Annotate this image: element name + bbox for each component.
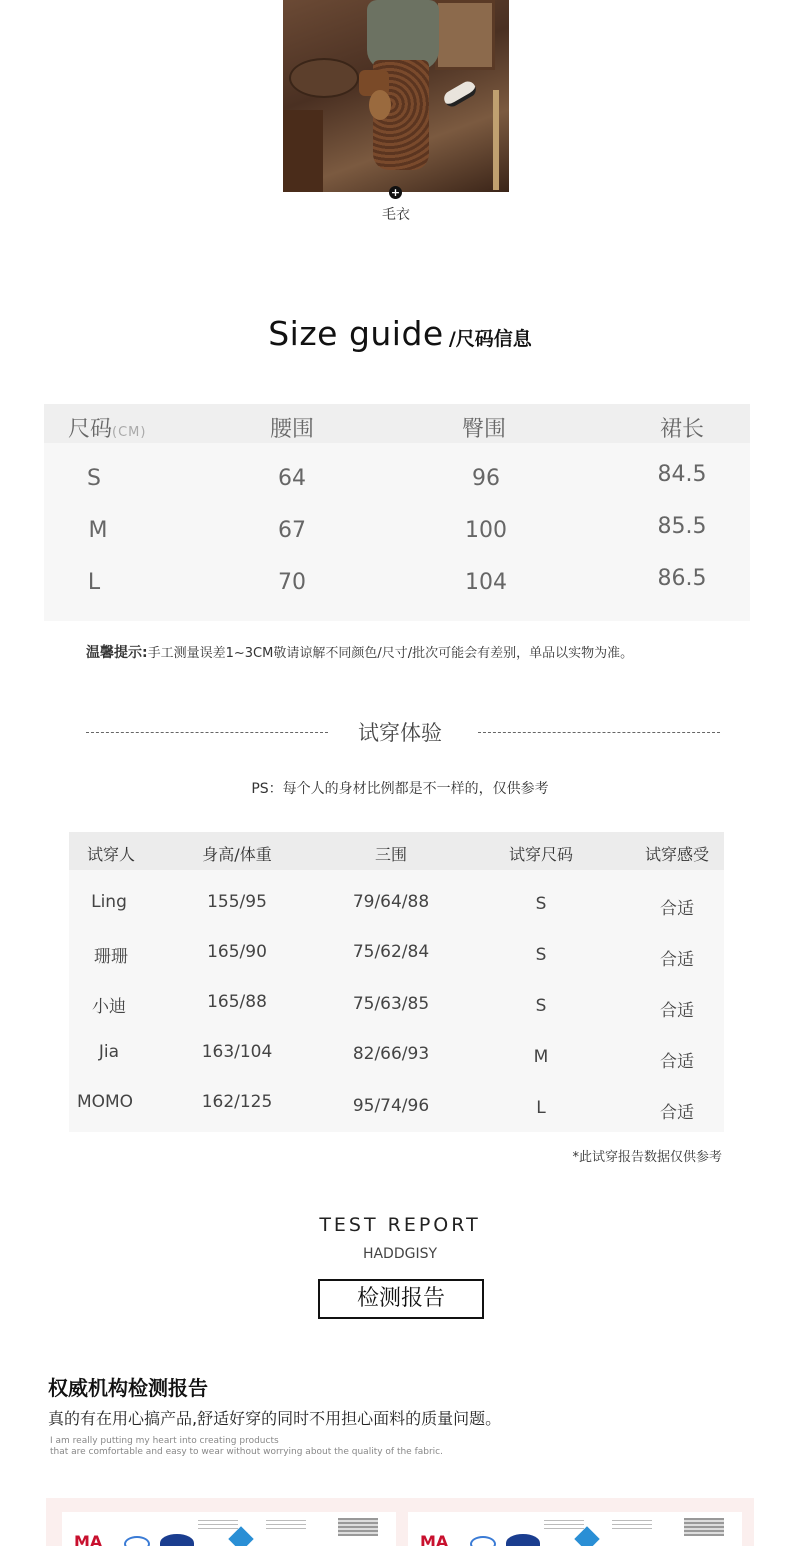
try-row-1-feeling: 合适 bbox=[660, 950, 694, 970]
size-row-1-size: M bbox=[88, 518, 108, 543]
size-row-0-waist: 64 bbox=[278, 466, 306, 491]
try-row-4-height-weight: 162/125 bbox=[201, 1092, 273, 1112]
size-header-waist: 腰围 bbox=[269, 417, 314, 442]
size-guide-title-cn: /尺码信息 bbox=[448, 328, 532, 350]
size-header-size: 尺码(CM) bbox=[68, 417, 147, 442]
try-row-1-measurements: 75/62/84 bbox=[352, 942, 430, 962]
product-photo bbox=[283, 0, 509, 192]
plus-icon[interactable]: + bbox=[390, 186, 401, 199]
try-on-title: 试穿体验 bbox=[358, 721, 442, 745]
authority-english bbox=[50, 1436, 443, 1458]
certificate-left[interactable] bbox=[62, 1512, 396, 1546]
size-row-2-size: L bbox=[87, 570, 101, 595]
cma-mark: MA bbox=[420, 1532, 449, 1546]
try-row-2-feeling: 合适 bbox=[660, 1001, 694, 1021]
try-row-1-height-weight: 165/90 bbox=[207, 942, 267, 962]
authority-title: 权威机构检测报告 bbox=[48, 1376, 208, 1400]
test-report-brand: HADDGISY bbox=[362, 1246, 438, 1262]
try-row-3-measurements: 82/66/93 bbox=[352, 1044, 430, 1064]
cert-logo-2-icon bbox=[506, 1534, 540, 1546]
photo-lamp bbox=[493, 90, 499, 190]
size-row-0-length: 84.5 bbox=[657, 462, 707, 487]
photo-sneaker bbox=[441, 79, 478, 110]
tip-text: 手工测量误差1~3CM敬请谅解不同颜色/尺寸/批次可能会有差别，单品以实物为准。 bbox=[147, 646, 634, 661]
photo-caption: 毛衣 bbox=[382, 207, 410, 223]
size-unit: (CM) bbox=[112, 425, 147, 440]
photo-table bbox=[289, 58, 359, 98]
size-row-2-length: 86.5 bbox=[657, 566, 707, 591]
authority-subtitle: 真的有在用心搞产品,舒适好穿的同时不用担心面料的质量问题。 bbox=[48, 1409, 502, 1428]
try-row-0-feeling: 合适 bbox=[660, 899, 694, 919]
try-row-2-person: 小迪 bbox=[92, 997, 126, 1017]
cert-fine-print bbox=[198, 1520, 238, 1532]
size-guide-title-en: Size guide bbox=[268, 314, 444, 353]
size-row-2-hip: 104 bbox=[465, 570, 507, 595]
divider-right bbox=[478, 732, 720, 733]
cert-fine-print bbox=[266, 1520, 306, 1532]
try-row-3-person: Jia bbox=[98, 1042, 120, 1062]
try-on-ps: PS：每个人的身材比例都是不一样的，仅供参考 bbox=[251, 781, 549, 797]
divider-left bbox=[86, 732, 328, 733]
size-row-1-length: 85.5 bbox=[657, 514, 707, 539]
tip-label: 温馨提示: bbox=[86, 645, 148, 661]
try-row-1-size: S bbox=[535, 945, 547, 965]
try-row-4-feeling: 合适 bbox=[660, 1103, 694, 1123]
try-row-1-person: 珊珊 bbox=[94, 947, 128, 967]
try-row-3-height-weight: 163/104 bbox=[201, 1042, 273, 1062]
try-row-0-height-weight: 155/95 bbox=[207, 892, 267, 912]
try-row-0-size: S bbox=[535, 894, 547, 914]
certificate-strip bbox=[46, 1498, 754, 1546]
try-row-2-measurements: 75/63/85 bbox=[352, 994, 430, 1014]
authority-english-line-2: that are comfortable and easy to wear without worrying about the quality of the fabric. bbox=[50, 1447, 443, 1457]
cert-fine-print bbox=[544, 1520, 584, 1532]
try-row-2-height-weight: 165/88 bbox=[207, 992, 267, 1012]
photo-bear-charm bbox=[369, 90, 391, 120]
try-row-4-measurements: 95/74/96 bbox=[352, 1096, 430, 1116]
try-row-4-size: L bbox=[536, 1098, 546, 1118]
cert-barcode-icon bbox=[684, 1518, 724, 1536]
size-row-0-size: S bbox=[87, 466, 101, 491]
cert-barcode-icon bbox=[338, 1518, 378, 1536]
cert-logo-1-icon bbox=[470, 1536, 496, 1546]
try-header-height-weight: 身高/体重 bbox=[202, 845, 272, 864]
size-row-2-waist: 70 bbox=[278, 570, 306, 595]
size-guide-title bbox=[0, 314, 800, 353]
try-header-size: 试穿尺码 bbox=[508, 845, 573, 864]
size-row-1-waist: 67 bbox=[278, 518, 306, 543]
cma-mark: MA bbox=[74, 1532, 103, 1546]
try-on-note: *此试穿报告数据仅供参考 bbox=[572, 1150, 722, 1165]
try-row-4-person: MOMO bbox=[76, 1092, 134, 1112]
try-on-table bbox=[69, 832, 724, 1132]
size-table bbox=[44, 404, 750, 621]
test-report-box: 检测报告 bbox=[318, 1279, 484, 1319]
measurement-tip bbox=[86, 642, 633, 662]
authority-english-line-1: I am really putting my heart into creating products bbox=[50, 1436, 279, 1446]
cert-logo-2-icon bbox=[160, 1534, 194, 1546]
size-table-header bbox=[44, 404, 750, 443]
size-row-1-hip: 100 bbox=[465, 518, 507, 543]
try-row-2-size: S bbox=[535, 996, 547, 1016]
cert-logo-1-icon bbox=[124, 1536, 150, 1546]
photo-chair bbox=[283, 110, 323, 192]
try-on-table-header bbox=[69, 832, 724, 870]
try-row-0-measurements: 79/64/88 bbox=[352, 892, 430, 912]
certificate-right[interactable] bbox=[408, 1512, 742, 1546]
cert-fine-print bbox=[612, 1520, 652, 1532]
try-row-3-feeling: 合适 bbox=[660, 1052, 694, 1072]
try-row-0-person: Ling bbox=[91, 892, 127, 912]
try-header-feeling: 试穿感受 bbox=[644, 845, 709, 864]
try-row-3-size: M bbox=[533, 1047, 549, 1067]
try-header-measurements: 三围 bbox=[374, 845, 407, 864]
size-row-0-hip: 96 bbox=[472, 466, 500, 491]
test-report-title: TEST REPORT bbox=[319, 1214, 481, 1236]
photo-window bbox=[435, 0, 495, 70]
size-header-hip: 臀围 bbox=[461, 417, 506, 442]
size-header-length: 裙长 bbox=[659, 417, 704, 442]
try-header-person: 试穿人 bbox=[86, 845, 135, 864]
